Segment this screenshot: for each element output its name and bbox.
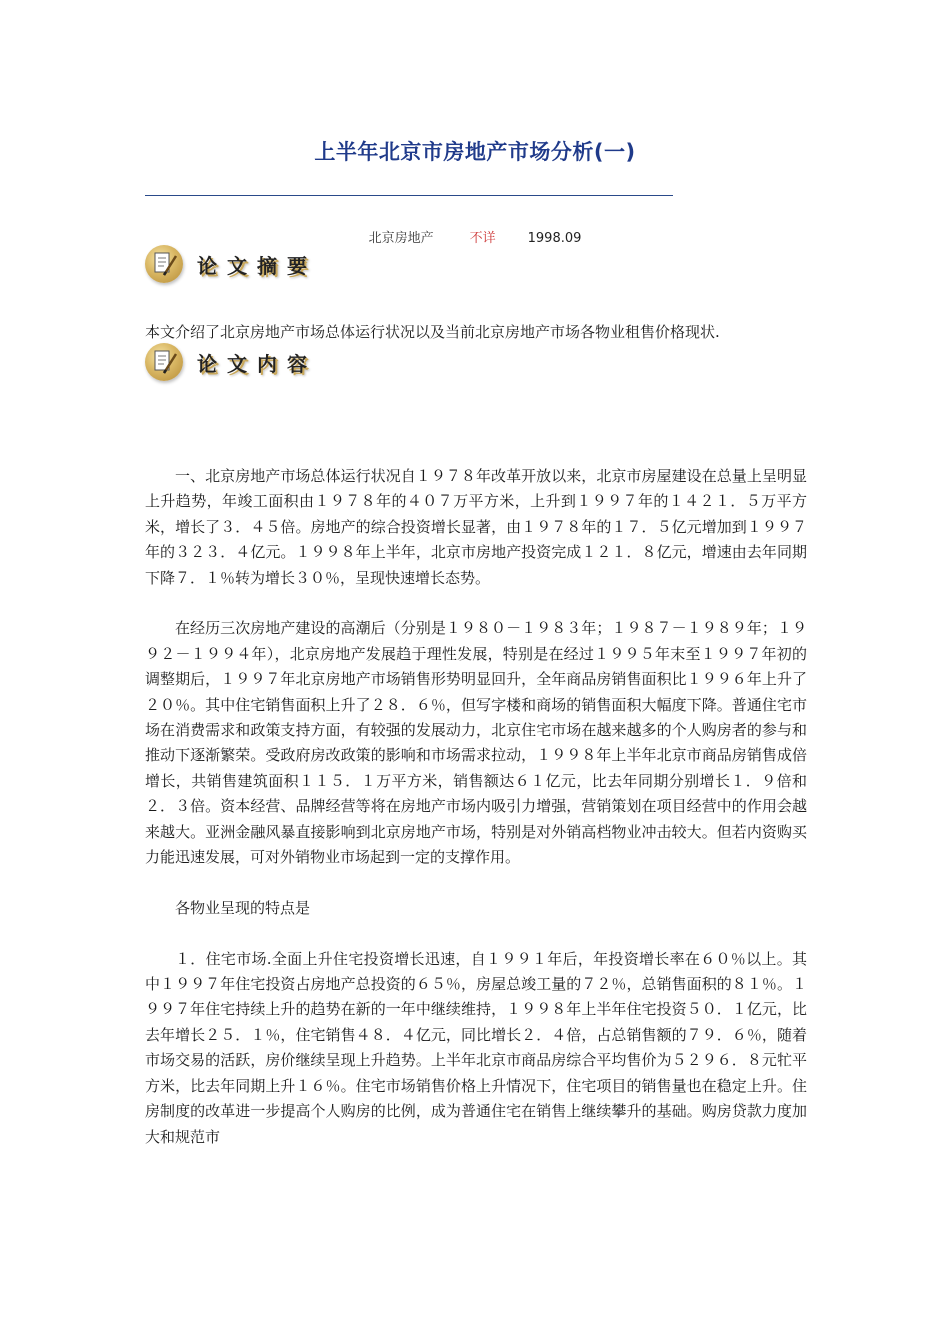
abstract-text: 本文介绍了北京房地产市场总体运行状况以及当前北京房地产市场各物业租售价格现状. — [145, 323, 720, 341]
article-date: 1998.09 — [527, 231, 582, 246]
title-divider — [145, 195, 673, 196]
abstract-heading — [145, 243, 317, 285]
article-source[interactable]: 不详 — [469, 231, 496, 246]
abstract-heading-text: 论文摘要 — [197, 253, 317, 278]
content-heading-text: 论文内容 — [197, 351, 317, 376]
body-paragraph: 在经历三次房地产建设的高潮后（分别是１９８０－１９８３年；１９８７－１９８９年；１９９２－１９９４年），北京房地产发展趋于理性发展，特别是在经过１９９５年末至１９９７年初的调整期后，１９９７年北京房地产市场销售形势明显回升，全年商品房销售面积比１９９６年上升了２０％。其中住宅销售面积上升了２８．６％，但写字楼和商场的销售面积大幅度下降。普通住宅市场在消费需求和政策支持方面，有较强的发展动力，北京住宅市场在越来越多的个人购房者的参与和推动下逐渐繁荣。受政府房改政策的影响和市场需求拉动，１９９８年上半年北京市商品房销售成倍增长，共销售建筑面积１１５．１万平方米，销售额达６１亿元，比去年同期分别增长１．９倍和２．３倍。资本经营、品牌经营等将在房地产市场内吸引力增强，营销策划在项目经营中的作用会越来越大。亚洲金融风暴直接影响到北京房地产市场，特别是对外销高档物业冲击较大。但若内资购买力能迅速发展，可对外销物业市场起到一定的支撑作用。 — [145, 619, 807, 867]
content-heading — [145, 341, 317, 383]
notebook-pen-icon — [145, 245, 183, 283]
notebook-pen-icon — [145, 343, 183, 381]
article-meta — [0, 227, 950, 246]
body-paragraph: １．住宅市场.全面上升住宅投资增长迅速，自１９９１年后，年投资增长率在６０％以上。其中１９９７年住宅投资占房地产总投资的６５％，房屋总竣工量的７２％，总销售面积的８１％。１９９７年住宅持续上升的趋势在新的一年中继续维持，１９９８年上半年住宅投资５０．１亿元，比去年增长２５．１％，住宅销售４８．４亿元，同比增长２．４倍，占总销售额的７９．６％，随着市场交易的活跃，房价继续呈现上升趋势。上半年北京市商品房综合平均售价为５２９６．８元牤平方米，比去年同期上升１６％。住宅市场销售价格上升情况下，住宅项目的销售量也在稳定上升。住房制度的改革进一步提高个人购房的比例，成为普通住宅在销售上继续攀升的基础。购房贷款力度加大和规范市 — [145, 949, 807, 1146]
article-author: 北京房地产 — [368, 231, 434, 246]
article-body — [145, 464, 807, 1175]
body-paragraph: 一、北京房地产市场总体运行状况自１９７８年改革开放以来，北京市房屋建设在总量上呈明显上升趋势，年竣工面积由１９７８年的４０７万平方米，上升到１９９７年的１４２１．５万平方米，增长了３．４５倍。房地产的综合投资增长显著，由１９７８年的１７．５亿元增加到１９９７年的３２３．４亿元。１９９８年上半年，北京市房地产投资完成１２１．８亿元，增速由去年同期下降７．１％转为增长３０％，呈现快速增长态势。 — [145, 467, 807, 587]
article-title: 上半年北京市房地产市场分析(一) — [314, 140, 636, 164]
body-paragraph: 各物业呈现的特点是 — [175, 898, 311, 917]
